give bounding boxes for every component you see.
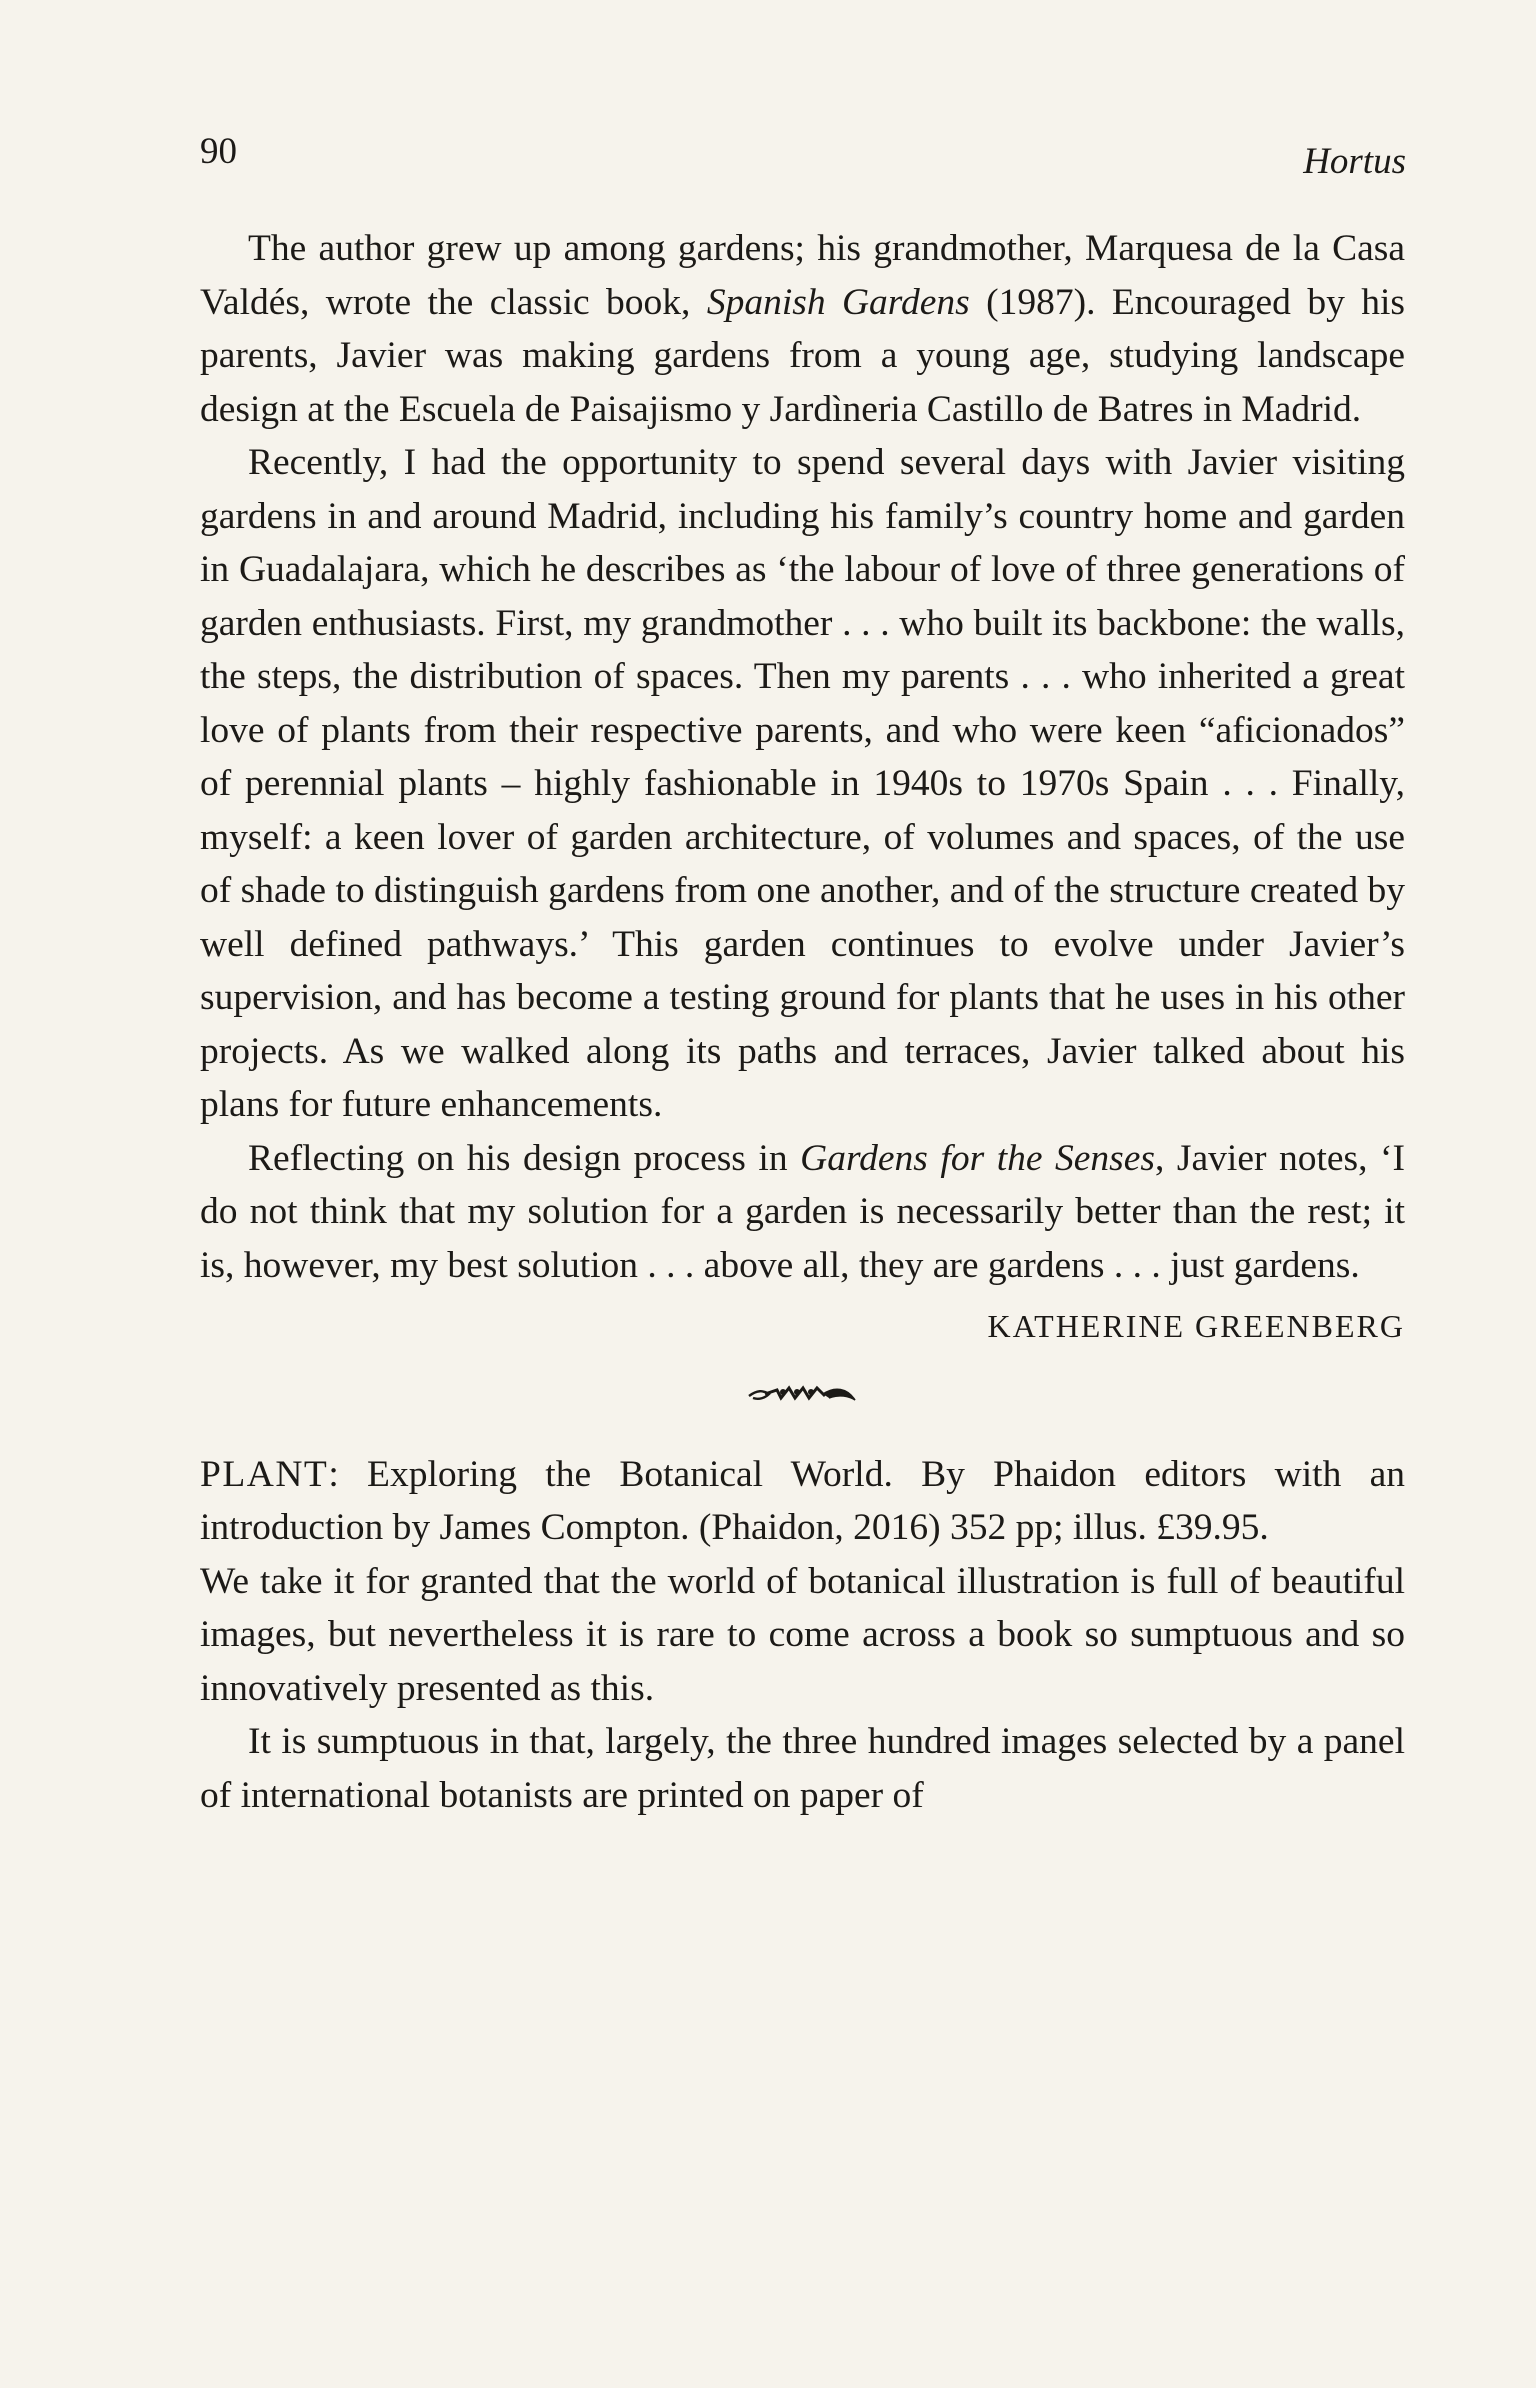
- book-entry-plant: [200, 1448, 1405, 1555]
- book-entry-label: PLANT: [200, 1453, 329, 1495]
- review-paragraph-1: The author grew up among gardens; his grandmother, Marquesa de la Casa Valdés, wrote the classic book, Spanish Gardens (1987). Encouraged by his parents, Javier was making gardens from a young age, studying landscape design at the Escuela de Paisajismo y Jardìneria Castillo de Batres in Madrid.: [200, 228, 1405, 430]
- review2-paragraph-2: It is sumptuous in that, largely, the three hundred images selected by a panel of international botanists are printed on paper of: [200, 1721, 1405, 1816]
- review-paragraph-2: Recently, I had the opportunity to spend several days with Javier visiting gardens in and around Madrid, including his family’s country home and garden in Guadalajara, which he describes as ‘the labour of love of three generations of garden enthusiasts. First, my grandmother . . . who built its backbone: the walls, the steps, the distribution of spaces. Then my parents . . . who inherited a great love of plants from their respective parents, and who were keen “aficionados” of perennial plants – highly fashionable in 1940s to 1970s Spain . . . Finally, myself: a keen lover of garden architecture, of volumes and spaces, of the use of shade to distinguish gardens from one another, and of the structure created by well defined pathways.’ This garden continues to evolve under Javier’s supervision, and has become a testing ground for plants that he uses in his other projects. As we walked along its paths and terraces, Javier talked about his plans for future enhancements.: [200, 442, 1405, 1125]
- page-number: 90: [200, 131, 237, 172]
- book-title-spanish-gardens: Spanish Gardens: [706, 281, 970, 323]
- reviewer-signature: KATHERINE GREENBERG: [987, 1308, 1405, 1344]
- running-head: [200, 118, 1406, 182]
- running-title: Hortus: [1303, 141, 1406, 182]
- book-title-gardens-for-the-senses: Gardens for the Senses: [800, 1137, 1156, 1179]
- book-entry-details: : Exploring the Botanical World. By Phaidon editors with an introduction by James Compton. (Phaidon, 2016) 352 pp; illus. £39.95.: [200, 1453, 1405, 1548]
- page-body: [200, 222, 1405, 1822]
- review-paragraph-3: Reflecting on his design process in Gardens for the Senses, Javier notes, ‘I do not think that my solution for a garden is necessarily better than the rest; it is, however, my best solution . . . above all, they are gardens . . . just gardens.: [200, 1137, 1405, 1286]
- fleuron-ornament-icon: [743, 1376, 863, 1410]
- review2-paragraph-1: We take it for granted that the world of botanical illustration is full of beautiful images, but nevertheless it is rare to come across a book so sumptuous and so innovatively presented as this.: [200, 1560, 1405, 1709]
